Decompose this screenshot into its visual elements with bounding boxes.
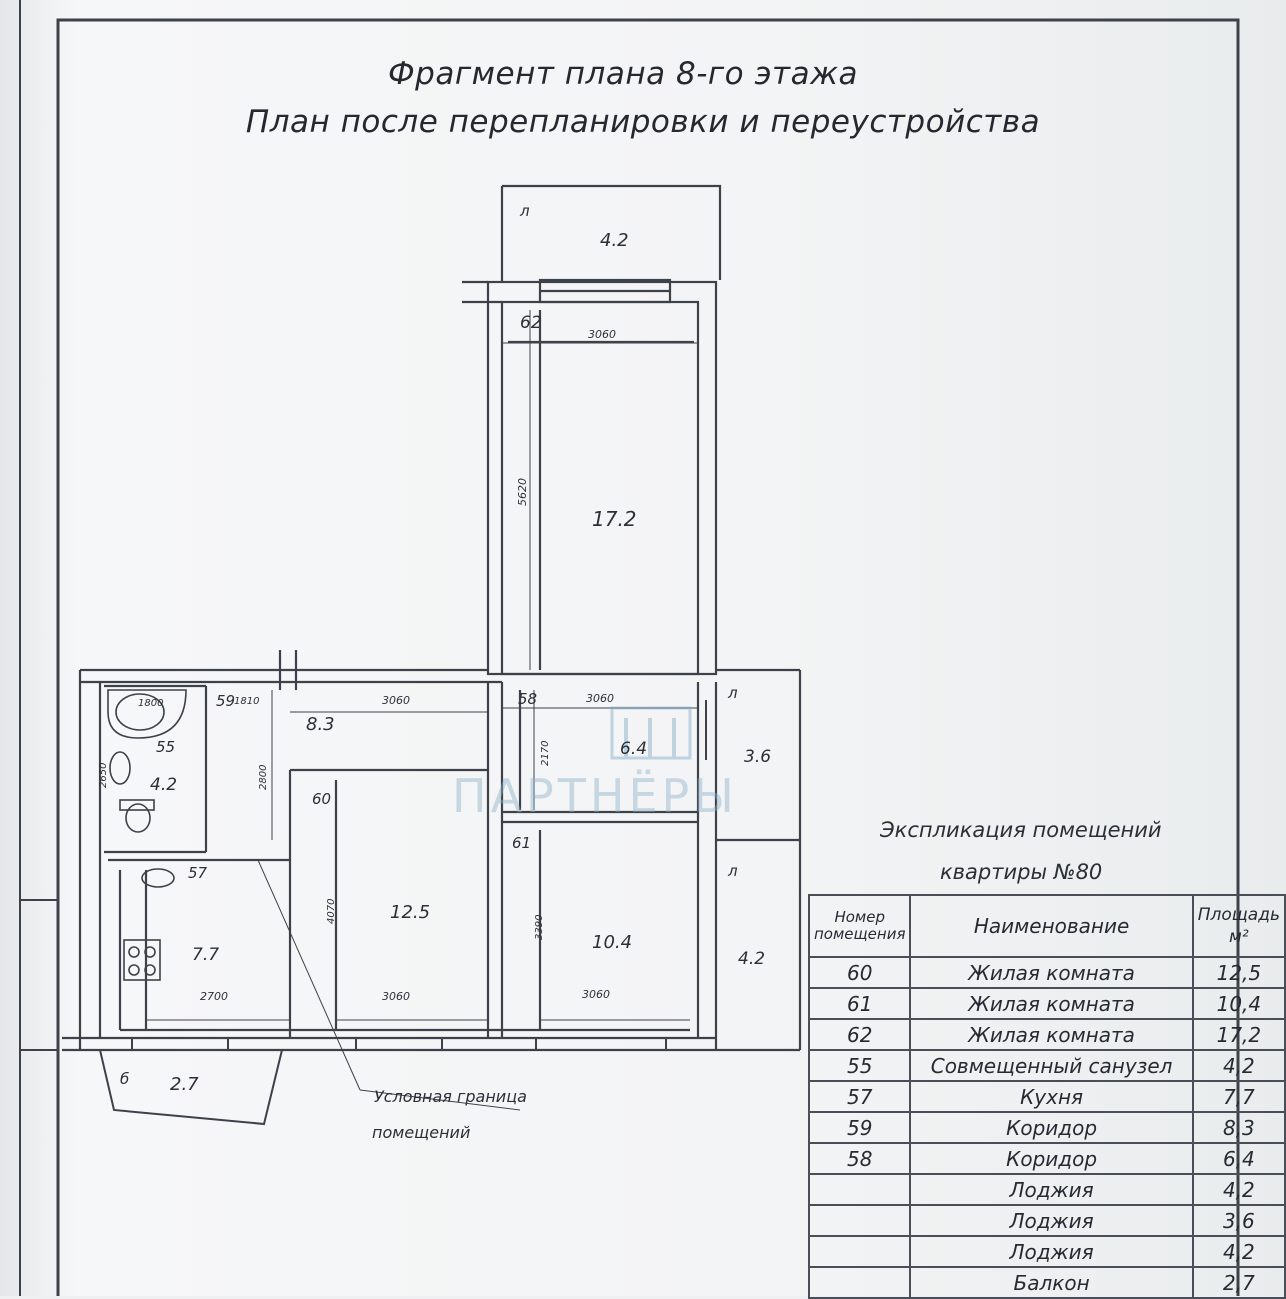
- loggia-right-top-mark: л: [728, 684, 738, 702]
- cell-area: 2,7: [1193, 1267, 1285, 1298]
- room-59-width: 3060: [382, 694, 410, 707]
- room-61-area: 10.4: [592, 932, 633, 953]
- cell-num: 60: [809, 957, 910, 988]
- room-55-dim-a: 1800: [138, 698, 164, 709]
- room-61-width: 3060: [582, 988, 610, 1001]
- cell-num: [809, 1205, 910, 1236]
- explication-table: [808, 894, 1286, 1299]
- plan-subtitle: План после перепланировки и переустройства: [245, 104, 1041, 140]
- room-55-number: 55: [156, 738, 176, 756]
- cell-area: 4,2: [1193, 1236, 1285, 1267]
- room-59-number: 59: [216, 692, 236, 710]
- loggia-right-bottom-mark: л: [728, 862, 738, 880]
- cell-num: 61: [809, 988, 910, 1019]
- table-row: [809, 1050, 1285, 1081]
- table-row: [809, 1112, 1285, 1143]
- balcony-bottom-area: 2.7: [170, 1074, 199, 1095]
- cell-area: 3,6: [1193, 1205, 1285, 1236]
- room-60-area: 12.5: [390, 902, 431, 923]
- cell-num: 58: [809, 1143, 910, 1174]
- room-58-width: 3060: [586, 692, 614, 705]
- cell-name: Совмещенный санузел: [910, 1050, 1192, 1081]
- cell-name: Жилая комната: [910, 1019, 1192, 1050]
- boundary-callout-line1: Условная граница: [374, 1087, 527, 1106]
- table-row: [809, 1205, 1285, 1236]
- loggia-right-top-area: 3.6: [744, 747, 772, 767]
- room-62-depth: 5620: [516, 478, 529, 506]
- cell-num: [809, 1236, 910, 1267]
- cell-name: Жилая комната: [910, 957, 1192, 988]
- room-61-number: 61: [512, 834, 532, 852]
- table-row: [809, 1081, 1285, 1112]
- room-59-dim-a: 1810: [234, 696, 260, 707]
- room-61-depth: 3390: [534, 914, 545, 940]
- balcony-top-mark: л: [520, 202, 530, 220]
- walls: [62, 186, 800, 1050]
- cell-num: [809, 1267, 910, 1298]
- balcony-top-area: 4.2: [600, 230, 629, 251]
- table-row: [809, 1143, 1285, 1174]
- cell-area: 10,4: [1193, 988, 1285, 1019]
- room-62-area: 17.2: [592, 507, 637, 531]
- table-row: [809, 957, 1285, 988]
- watermark: [452, 708, 738, 823]
- cell-area: 8,3: [1193, 1112, 1285, 1143]
- table-header-row: [809, 895, 1285, 957]
- table-row: [809, 1267, 1285, 1298]
- room-58-depth: 2170: [540, 740, 551, 766]
- explication-subtitle: квартиры №80: [940, 860, 1103, 884]
- table-row: [809, 1236, 1285, 1267]
- room-55-dim-b: 2650: [98, 762, 109, 788]
- header-area: Площадь м²: [1193, 895, 1285, 957]
- loggia-right-bottom-area: 4.2: [738, 949, 766, 969]
- room-58-number: 58: [518, 690, 538, 708]
- cell-area: 6,4: [1193, 1143, 1285, 1174]
- room-60-depth: 4070: [326, 898, 337, 924]
- cell-name: Кухня: [910, 1081, 1192, 1112]
- room-57-area: 7.7: [192, 945, 220, 965]
- boundary-callout-line2: помещений: [372, 1123, 471, 1142]
- cell-name: Лоджия: [910, 1236, 1192, 1267]
- cell-name: Лоджия: [910, 1205, 1192, 1236]
- cell-area: 12,5: [1193, 957, 1285, 988]
- cell-area: 4,2: [1193, 1050, 1285, 1081]
- explication-title: Экспликация помещений: [880, 818, 1162, 842]
- table-row: [809, 1174, 1285, 1205]
- cell-name: Коридор: [910, 1112, 1192, 1143]
- header-number: Номер помещения: [809, 895, 910, 957]
- room-62-number: 62: [520, 313, 542, 333]
- room-62-width: 3060: [588, 328, 616, 341]
- room-57-width: 2700: [200, 990, 228, 1003]
- header-name: Наименование: [910, 895, 1192, 957]
- cell-name: Лоджия: [910, 1174, 1192, 1205]
- cell-num: 62: [809, 1019, 910, 1050]
- cell-area: 7,7: [1193, 1081, 1285, 1112]
- room-59-area: 8.3: [306, 714, 335, 735]
- watermark-text: ПАРТНЁРЫ: [452, 769, 738, 823]
- table-row: [809, 1019, 1285, 1050]
- cell-num: 57: [809, 1081, 910, 1112]
- table-body: [809, 957, 1285, 1298]
- cell-num: 55: [809, 1050, 910, 1081]
- balcony-bottom-mark: б: [120, 1070, 130, 1088]
- cell-area: 17,2: [1193, 1019, 1285, 1050]
- dimension-lines: [146, 310, 698, 1110]
- room-57-number: 57: [188, 864, 208, 882]
- cell-num: 59: [809, 1112, 910, 1143]
- cell-name: Жилая комната: [910, 988, 1192, 1019]
- plan-title: Фрагмент плана 8-го этажа: [388, 56, 858, 92]
- room-58-area: 6.4: [620, 739, 648, 759]
- cell-name: Коридор: [910, 1143, 1192, 1174]
- cell-name: Балкон: [910, 1267, 1192, 1298]
- room-55-area: 4.2: [150, 775, 178, 795]
- cell-area: 4,2: [1193, 1174, 1285, 1205]
- table-row: [809, 988, 1285, 1019]
- room-59-dim-b: 2800: [258, 764, 269, 790]
- room-60-width: 3060: [382, 990, 410, 1003]
- room-60-number: 60: [312, 790, 332, 808]
- cell-num: [809, 1174, 910, 1205]
